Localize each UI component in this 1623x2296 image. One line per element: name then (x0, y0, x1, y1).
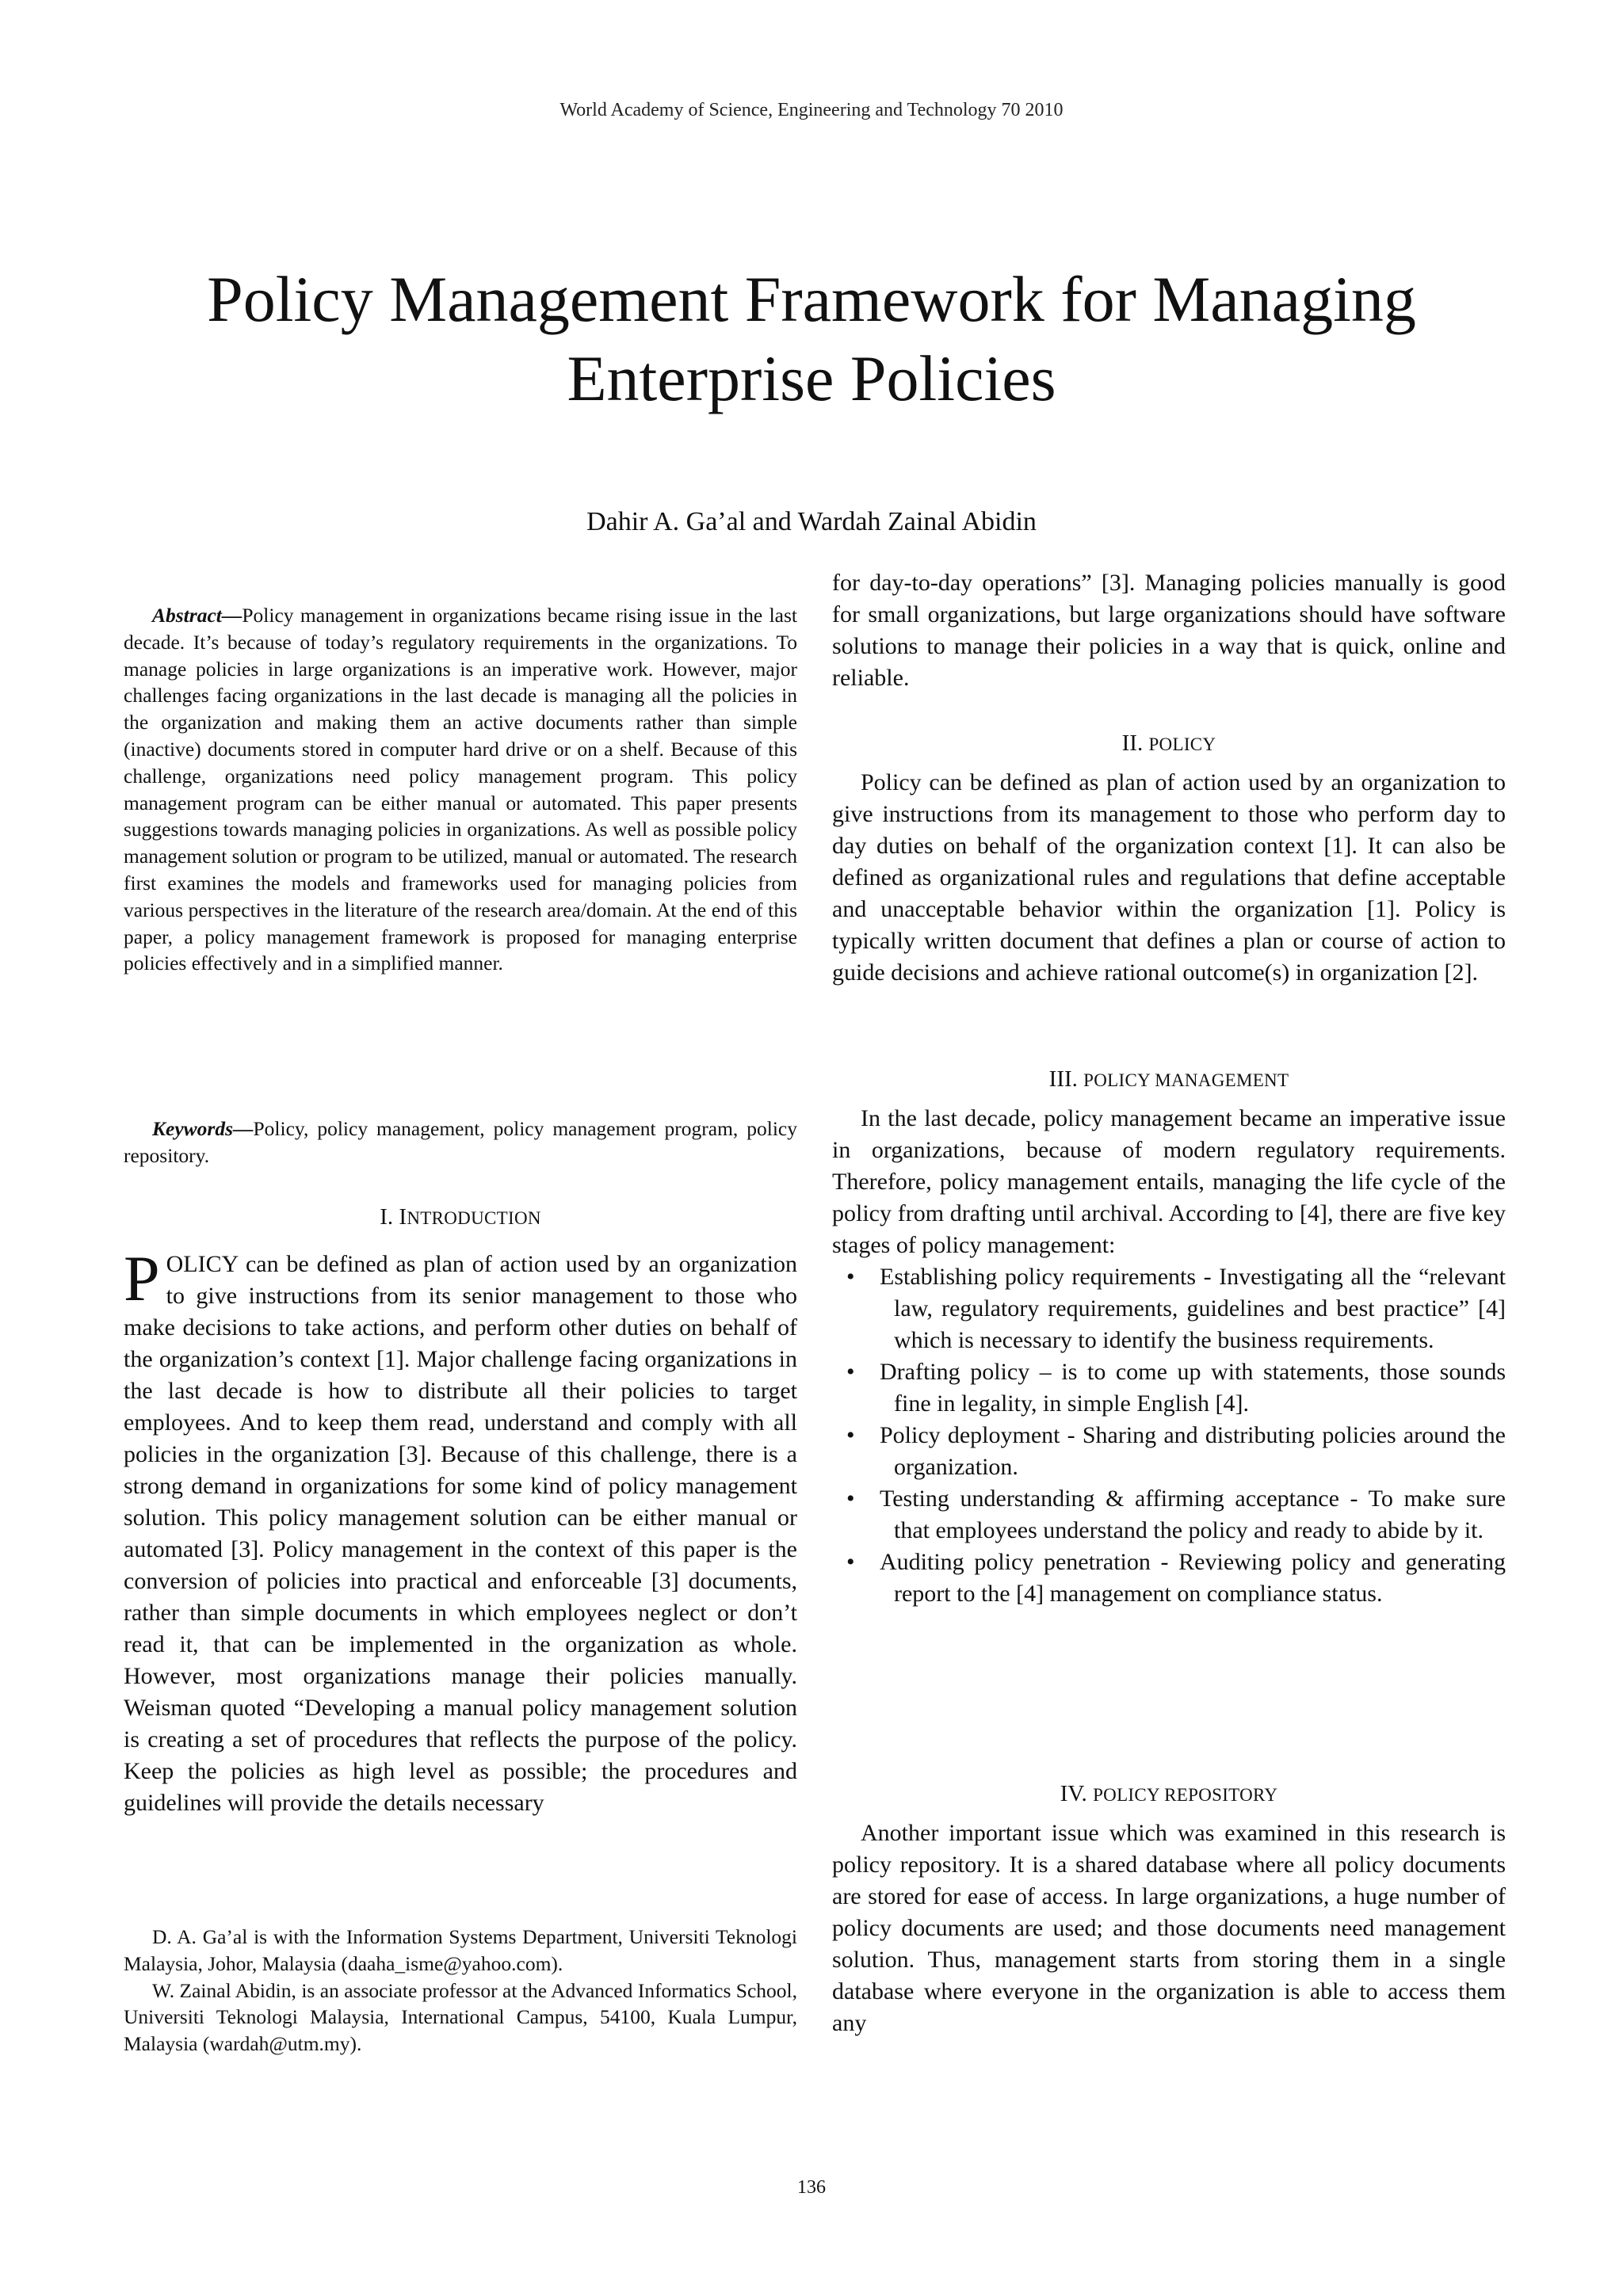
title-line-1: Policy Management Framework for Managing (207, 263, 1416, 335)
policy-repository-heading-text: POLICY REPOSITORY (1093, 1785, 1278, 1805)
bullet-icon: • (846, 1486, 855, 1512)
stage-text: Establishing policy requirements - Investigating all the “relevant law, regulatory requirements, guidelines and best practice” [4] which is necessary to identify the business requirements. (880, 1264, 1506, 1353)
bullet-icon: • (846, 1422, 855, 1448)
policy-management-number: III. (1048, 1066, 1078, 1092)
policy-management-text: In the last decade, policy management became an imperative issue in organizations, because of modern regulatory requirements. Therefore, policy management entails, managing the life cycle of the policy from drafting until archival. According to [4], there are five key stages of policy management: (832, 1105, 1506, 1258)
policy-management-heading-text: POLICY MANAGEMENT (1083, 1070, 1289, 1090)
keywords-label: Keywords— (152, 1117, 254, 1140)
policy-heading-text: POLICY (1148, 734, 1216, 754)
intro-paragraph (124, 1242, 797, 1819)
list-item (846, 1420, 1506, 1483)
intro-text: OLICY can be defined as plan of action used by an organization to give instructions from its senior management to those who make decisions to take actions, and perform other duties on behalf of the organization’s context [1]. Major challenge facing organizations in the last decade is how to distribute all their policies to target employees. And to keep them read, understand and comply with all policies in the organization [3]. Because of this challenge, there is a strong demand in organizations for some kind of policy management solution. This policy management solution can be either manual or automated [3]. Policy management in the context of this paper is the conversion of policies into practical and enforceable [3] documents, rather than simple documents in which employees neglect or don’t read it, that can be implemented in the organization as whole. However, most organizations manage their policies manually. Weisman quoted “Developing a manual policy management solution is creating a set of procedures that reflects the purpose of the policy. Keep the policies as high level as possible; the procedures and guidelines will provide the details necessary (124, 1251, 797, 1816)
list-item (846, 1261, 1506, 1356)
continuation-paragraph (832, 567, 1506, 694)
list-item (846, 1483, 1506, 1547)
drop-cap: P (124, 1242, 160, 1314)
stage-text: Testing understanding & affirming acceptance - To make sure that employees understand the policy and ready to abide by it. (880, 1486, 1506, 1543)
paper-title (143, 260, 1480, 418)
keywords-text: Policy, policy management, policy management program, policy repository. (124, 1117, 797, 1167)
policy-paragraph (832, 767, 1506, 989)
intro-heading (124, 1204, 797, 1230)
policy-number: II. (1121, 730, 1144, 756)
footnotes (124, 1924, 797, 2058)
footnote-2: W. Zainal Abidin, is an associate professor at the Advanced Informatics School, Universiti Teknologi Malaysia, International Campus, 54100, Kuala Lumpur, Malaysia (wardah@utm.my). (124, 1978, 797, 2056)
authors: Dahir A. Ga’al and Wardah Zainal Abidin (586, 507, 1037, 536)
stage-text: Drafting policy – is to come up with statements, those sounds fine in legality, in simple English [4]. (880, 1359, 1506, 1417)
keywords (124, 1116, 797, 1169)
abstract (124, 602, 797, 977)
journal-header: World Academy of Science, Engineering and Technology 70 2010 (559, 100, 1064, 120)
bullet-icon: • (846, 1549, 855, 1575)
stages-list (832, 1261, 1506, 1610)
list-item (846, 1547, 1506, 1610)
continuation-text: for day-to-day operations” [3]. Managing policies manually is good for small organizations, but large organizations should have software solutions to manage their policies in a way that is quick, online and reliable. (832, 570, 1506, 691)
stage-text: Policy deployment - Sharing and distributing policies around the organization. (880, 1422, 1506, 1480)
intro-number: I. (380, 1204, 394, 1230)
abstract-label: Abstract— (152, 604, 242, 627)
policy-management-heading (832, 1066, 1506, 1093)
abstract-text: Policy management in organizations became rising issue in the last decade. It’s because of today’s regulatory requirements in the organizations. To manage policies in large organizations is an imperative work. However, major challenges facing organizations in the last decade is managing all the policies in the organization and making them an active documents rather than simple (inactive) documents stored in computer hard drive or on a shelf. Because of this challenge, organizations need policy management program. This policy management program can be either manual or automated. This paper presents suggestions towards managing policies in organizations. As well as possible policy management solution or program to be utilized, manual or automated. The research first examines the models and frameworks used for managing policies from various perspectives in the literature of the research area/domain. At the end of this paper, a policy management framework is proposed for managing enterprise policies effectively and in a simplified manner. (124, 604, 797, 975)
title-line-2: Enterprise Policies (567, 342, 1056, 414)
stage-text: Auditing policy penetration - Reviewing policy and generating report to the [4] management on compliance status. (880, 1549, 1506, 1607)
bullet-icon: • (846, 1359, 855, 1385)
footnote-1: D. A. Ga’al is with the Information Systems Department, Universiti Teknologi Malaysia, Johor, Malaysia (daaha_isme@yahoo.com). (124, 1925, 797, 1975)
policy-repository-heading (832, 1781, 1506, 1807)
policy-repository-number: IV. (1060, 1781, 1087, 1806)
intro-heading-rest: NTRODUCTION (407, 1208, 541, 1228)
page-number: 136 (797, 2177, 826, 2198)
bullet-icon: • (846, 1264, 855, 1290)
policy-text: Policy can be defined as plan of action used by an organization to give instructions from its management to those who perform day to day duties on behalf of the organization context [1]. It can also be defined as organizational rules and regulations that define acceptable and unacceptable behavior within the organization [1]. Policy is typically written document that defines a plan or course of action to guide decisions and achieve rational outcome(s) in organization [2]. (832, 769, 1506, 986)
policy-management-section (832, 1103, 1506, 1610)
policy-repository-text: Another important issue which was examined in this research is policy repository. It is a shared database where all policy documents are stored for ease of access. In large organizations, a huge number of policy documents are used; and those documents need management solution. Thus, management starts from storing them in a single database where everyone in the organization is able to access them any (832, 1820, 1506, 2036)
policy-repository-paragraph (832, 1817, 1506, 2039)
intro-heading-text: I (399, 1204, 407, 1230)
policy-heading (832, 730, 1506, 757)
list-item (846, 1356, 1506, 1420)
